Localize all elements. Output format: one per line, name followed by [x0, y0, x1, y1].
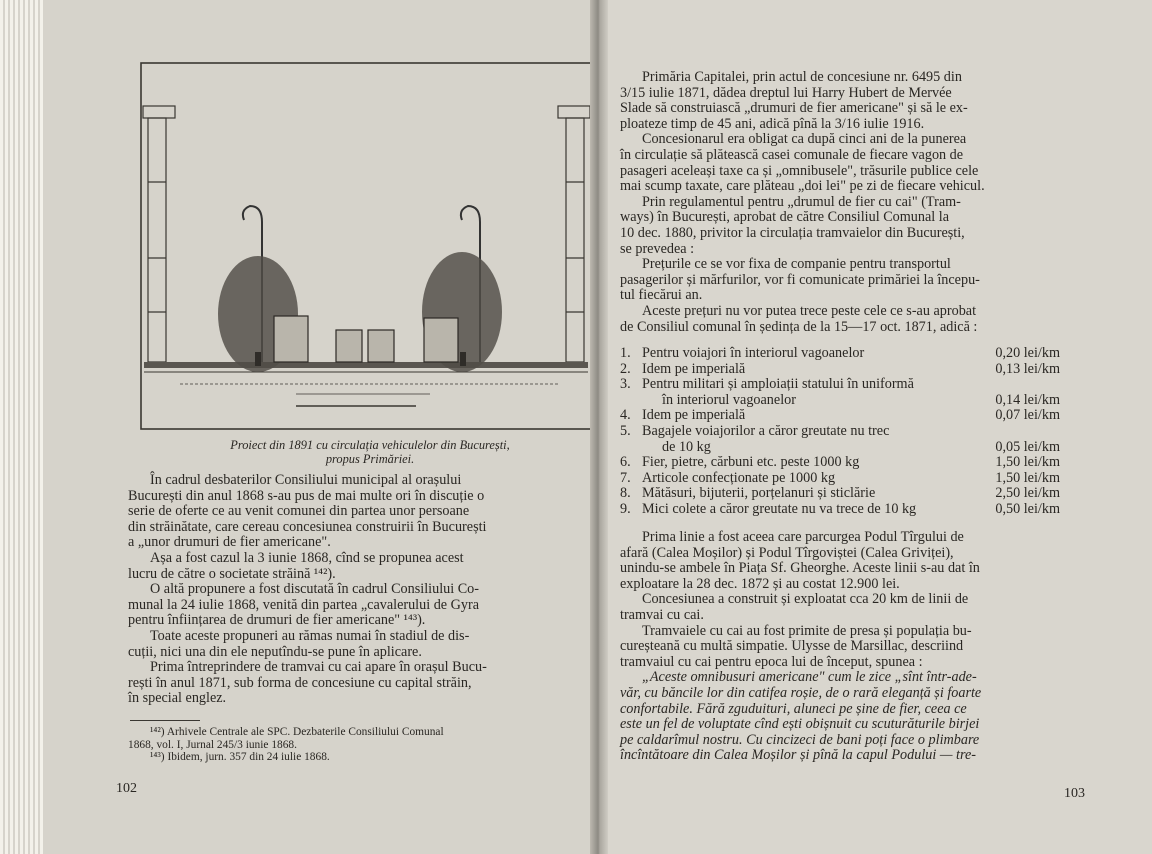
book-gutter — [590, 0, 608, 854]
text-line: ploateze timp de 45 ani, adică pînă la 3/16 iulie 1916. — [620, 115, 925, 132]
tariff-item — [620, 362, 1060, 378]
text-line: În cadrul desbaterilor Consiliului municipal al orașului — [150, 472, 462, 488]
quote-line: pe caldarîmul nostru. Cu cincizeci de bani poți face o plimbare — [620, 731, 980, 748]
tariff-description: de 10 kg — [662, 438, 711, 455]
tariff-description: Fier, pietre, cărbuni etc. peste 1000 kg — [642, 454, 860, 471]
text-line: pasageri aceleași taxe ca și „omnibusele", trăsurile publice cele — [620, 162, 979, 179]
tariff-item — [620, 424, 1060, 440]
tariff-price: 0,07 lei/km — [995, 407, 1060, 424]
text-line: pentru înființarea de drumuri de fier americane" ¹⁴³). — [128, 612, 426, 629]
text-line: 10 dec. 1880, privitor la circulația tramvaielor din București, — [620, 224, 965, 241]
text-line: tul fiecărui an. — [620, 287, 703, 304]
tariff-description: Pentru voiajori în interiorul vagoanelor — [642, 345, 865, 361]
tariff-item — [620, 377, 1060, 393]
tariff-price: 0,50 lei/km — [995, 500, 1060, 517]
text-line: lucru de către o societate străină ¹⁴²). — [128, 565, 336, 582]
text-line: pasagerilor și mărfurilor, vor fi comunicate primăriei la începu- — [620, 271, 980, 288]
tariff-price: 1,50 lei/km — [995, 469, 1060, 486]
page-number: 103 — [1064, 786, 1085, 801]
text-line: de Consiliul comunal în ședința de la 15—17 oct. 1871, adică : — [620, 318, 978, 335]
text-line: O altă propunere a fost discutată în cadrul Consiliului Co- — [150, 581, 479, 598]
footnote-line: 1868, vol. I, Jurnal 245/3 iunie 1868. — [128, 738, 297, 751]
text-line: în circulație să plătească casei comunale de fiecare vagon de — [620, 146, 964, 163]
tariff-description: Articole confecționate pe 1000 kg — [642, 469, 836, 486]
text-line: Toate aceste propuneri au rămas numai în stadiul de dis- — [150, 627, 470, 644]
text-line: Primăria Capitalei, prin actul de concesiune nr. 6495 din — [642, 69, 962, 85]
text-line: unindu-se ambele în Piața Sf. Gheorghe. Aceste linii s-au dat în — [620, 560, 980, 577]
text-line: Concesiunea a construit și exploatat cca 20 km de linii de — [642, 591, 969, 608]
quote-line: confortabile. Fără zguduituri, aluneci pe șine de fier, ceea ce — [620, 700, 967, 717]
tariff-price: 0,14 lei/km — [995, 391, 1060, 408]
tariff-item — [620, 440, 1060, 456]
tariff-price: 0,05 lei/km — [995, 438, 1060, 455]
text-line: din străinătate, care cereau concesiunea construirii în București — [128, 518, 487, 535]
quote-line: încîntătoare din Calea Moșilor și pînă la capul Podului — tre- — [620, 747, 976, 764]
tariff-number: 7. — [620, 469, 631, 486]
tariff-number: 4. — [620, 407, 631, 424]
text-line: ways) în București, aprobat de către Consiliul Comunal la — [620, 209, 949, 226]
tariff-number: 5. — [620, 422, 631, 439]
text-line: serie de oferte ce au venit comunei din partea unor persoane — [128, 503, 470, 520]
text-line: Prima întreprindere de tramvai cu cai apare în orașul Bucu- — [150, 659, 487, 676]
text-line: mai scump taxate, care plăteau „doi lei" pe zi de fiecare vehicul. — [620, 178, 985, 195]
tariff-item — [620, 408, 1060, 424]
tariff-item — [620, 346, 1060, 362]
text-line: afară (Calea Moșilor) și Podul Tîrgoviștei (Calea Griviței), — [620, 544, 954, 561]
quote-line: „Aceste omnibusuri americane" cum le zice „sînt într-ade- — [642, 669, 977, 686]
footnote-rule — [130, 720, 200, 721]
text-line: exploatare la 28 dec. 1872 și au costat 12.900 lei. — [620, 575, 900, 592]
right-page — [598, 0, 1152, 854]
caption-line: Proiect din 1891 cu circulația vehiculelor din București, — [230, 438, 510, 452]
tariff-item — [620, 393, 1060, 409]
figure-caption — [150, 438, 590, 466]
quote-line: văr, cu băncile lor din catifea roșie, de o rară eleganță și foarte — [620, 684, 982, 701]
text-line: cureșteană cu multă simpatie. Ulysse de Marsillac, descriind — [620, 638, 964, 655]
footnotes — [128, 726, 586, 764]
text-line: 3/15 iulie 1871, dădea dreptul lui Harry Hubert de Mervée — [620, 84, 952, 101]
tariff-price: 1,50 lei/km — [995, 454, 1060, 471]
text-line: Aceste prețuri nu vor putea trece peste cele ce s-au aprobat — [642, 302, 977, 319]
tariff-price: 2,50 lei/km — [995, 485, 1060, 502]
tariff-description: Mătăsuri, bijuterii, porțelanuri și sticlărie — [642, 485, 876, 502]
page-number: 102 — [116, 781, 137, 796]
text-line: Așa a fost cazul la 3 iunie 1868, cînd se propunea acest — [150, 549, 464, 566]
quote-line: este un fel de voluptate cînd ești obișnuit cu scuturăturile birjei — [620, 716, 980, 733]
text-line: a „unor drumuri de fier americane". — [128, 534, 331, 551]
text-line: în special englez. — [128, 690, 227, 707]
tariff-number: 8. — [620, 485, 631, 502]
tariff-item — [620, 486, 1060, 502]
tariff-description: Bagajele voiajorilor a căror greutate nu trec — [642, 422, 890, 439]
footnote-line: ¹⁴³) Ibidem, jurn. 357 din 24 iulie 1868. — [150, 751, 330, 764]
tariff-price: 0,20 lei/km — [995, 345, 1060, 361]
tariff-item — [620, 471, 1060, 487]
street-cross-section-illustration — [140, 62, 598, 434]
left-body-text — [128, 473, 588, 707]
footnote-line: ¹⁴²) Arhivele Centrale ale SPC. Dezbaterile Consiliului Comunal — [150, 726, 444, 738]
tariff-list — [620, 346, 1060, 518]
right-body-text-bottom — [620, 530, 1060, 764]
text-line: Prin regulamentul pentru „drumul de fier cu cai" (Tram- — [642, 193, 961, 210]
tariff-item — [620, 455, 1060, 471]
right-body-text-top — [620, 70, 1060, 335]
tariff-item — [620, 502, 1060, 518]
tariff-description: Mici colete a căror greutate nu va trece de 10 kg — [642, 500, 917, 517]
caption-line: propus Primăriei. — [325, 452, 415, 466]
text-line: cuții, nici una din ele neputîndu-se pune în aplicare. — [128, 643, 422, 660]
tariff-description: Pentru militari și amploiații statului în uniformă — [642, 376, 914, 393]
tariff-description: în interiorul vagoanelor — [662, 391, 796, 408]
text-line: tramvaiul cu cai pentru epoca lui de început, spunea : — [620, 653, 923, 670]
tariff-number: 3. — [620, 376, 631, 393]
tariff-description: Idem pe imperială — [642, 407, 746, 424]
text-line: rești în anul 1871, sub forma de concesiune cu capital străin, — [128, 674, 472, 691]
tariff-number: 9. — [620, 500, 631, 517]
text-line: Slade să construiască „drumuri de fier americane" și să le ex- — [620, 100, 968, 117]
tariff-description: Idem pe imperială — [642, 360, 746, 377]
text-line: munal la 24 iulie 1868, venită din partea „cavalerului de Gyra — [128, 596, 480, 613]
tariff-number: 2. — [620, 360, 631, 377]
text-line: Tramvaiele cu cai au fost primite de presa și populația bu- — [642, 622, 972, 639]
text-line: tramvai cu cai. — [620, 606, 704, 623]
text-line: Concesionarul era obligat ca după cinci ani de la punerea — [642, 131, 967, 148]
tariff-number: 1. — [620, 345, 631, 361]
tariff-number: 6. — [620, 454, 631, 471]
tariff-price: 0,13 lei/km — [995, 360, 1060, 377]
text-line: Prima linie a fost aceea care parcurgea Podul Tîrgului de — [642, 529, 964, 545]
text-line: Prețurile ce se vor fixa de companie pentru transportul — [642, 256, 951, 273]
text-line: București din anul 1868 s-au pus de mai multe ori în discuție o — [128, 487, 485, 504]
text-line: se prevedea : — [620, 240, 695, 257]
